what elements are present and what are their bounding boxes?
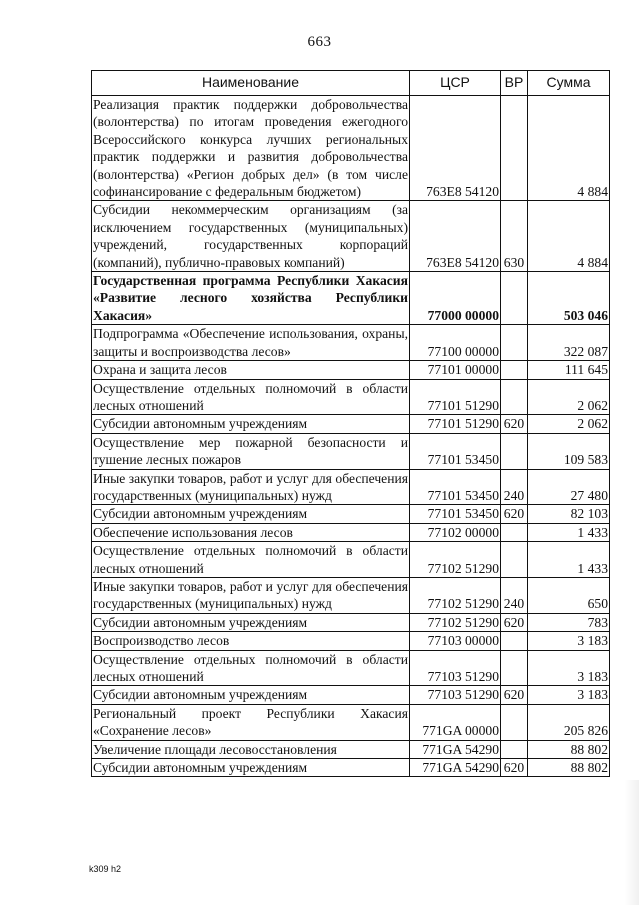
row-csr: 77000 00000 — [410, 272, 501, 325]
row-csr: 771GA 54290 — [410, 759, 501, 777]
row-sum: 2 062 — [528, 379, 610, 415]
scan-edge-shadow — [624, 780, 639, 905]
row-sum: 322 087 — [528, 325, 610, 361]
row-sum: 88 802 — [528, 759, 610, 777]
row-sum: 3 183 — [528, 686, 610, 704]
row-name: Охрана и защита лесов — [92, 361, 410, 379]
row-name: Субсидии некоммерческим организациям (за исключением государственных (муниципальных) учреждений, государственных корпораций (компаний), публично-правовых компаний) — [93, 202, 408, 270]
row-name: Иные закупки товаров, работ и услуг для обеспечения государственных (муниципальных) нужд — [93, 578, 408, 612]
row-csr: 77101 53450 — [410, 433, 501, 469]
row-name: Субсидии автономным учреждениям — [92, 415, 410, 433]
page-number: 663 — [307, 34, 332, 50]
table-row — [92, 325, 610, 361]
row-sum: 2 062 — [528, 415, 610, 433]
header-vr: ВР — [501, 71, 528, 96]
row-sum: 783 — [528, 613, 610, 631]
table-row — [92, 577, 610, 613]
table-row — [92, 632, 610, 650]
table-row — [92, 379, 610, 415]
header-name: Наименование — [92, 71, 410, 96]
row-csr: 77103 00000 — [410, 632, 501, 650]
row-name: Региональный проект Республики Хакасия «Сохранение лесов» — [93, 705, 408, 739]
row-vr: 620 — [501, 613, 528, 631]
row-name: Субсидии автономным учреждениям — [92, 505, 410, 523]
row-sum: 109 583 — [528, 433, 610, 469]
row-name: Иные закупки товаров, работ и услуг для обеспечения государственных (муниципальных) нужд — [93, 470, 408, 503]
row-vr — [501, 325, 528, 361]
row-name: Осуществление мер пожарной безопасности и тушение лесных пожаров — [93, 434, 408, 468]
row-sum: 205 826 — [528, 704, 610, 740]
row-vr: 620 — [501, 505, 528, 523]
row-sum: 88 802 — [528, 740, 610, 758]
row-vr — [501, 361, 528, 379]
row-csr: 763Е8 54120 — [410, 201, 501, 272]
row-sum: 3 183 — [528, 632, 610, 650]
row-vr: 620 — [501, 415, 528, 433]
table-row — [92, 523, 610, 541]
row-name: Осуществление отдельных полномочий в области лесных отношений — [93, 380, 408, 413]
table-row — [92, 613, 610, 631]
row-vr — [501, 704, 528, 740]
row-vr — [501, 650, 528, 686]
row-sum: 4 884 — [528, 201, 610, 272]
table-row — [92, 505, 610, 523]
row-csr: 77102 00000 — [410, 523, 501, 541]
header-row — [92, 71, 610, 96]
row-sum: 503 046 — [528, 272, 610, 325]
row-sum: 111 645 — [528, 361, 610, 379]
row-csr: 763Е8 54120 — [410, 96, 501, 201]
row-csr: 77103 51290 — [410, 686, 501, 704]
table-row — [92, 96, 610, 201]
row-vr — [501, 542, 528, 578]
table-row — [92, 361, 610, 379]
row-vr: 240 — [501, 469, 528, 505]
table-row — [92, 433, 610, 469]
row-csr: 77101 53450 — [410, 505, 501, 523]
row-vr — [501, 96, 528, 201]
row-vr — [501, 523, 528, 541]
table-row — [92, 415, 610, 433]
row-name: Подпрограмма «Обеспечение использования, охраны, защиты и воспроизводства лесов» — [93, 326, 408, 359]
row-name: Обеспечение использования лесов — [92, 523, 410, 541]
row-vr — [501, 632, 528, 650]
row-sum: 1 433 — [528, 523, 610, 541]
row-csr: 77100 00000 — [410, 325, 501, 361]
row-name: Субсидии автономным учреждениям — [92, 686, 410, 704]
table-row — [92, 650, 610, 686]
table-row — [92, 740, 610, 758]
row-name: Реализация практик поддержки добровольчества (волонтерства) по итогам проведения ежегодного Всероссийского конкурса лучших региональных практик поддержки и развития добровольчества (волонтерства) «Регион добрых дел» (в том числе софинансирование с федеральным бюджетом) — [93, 97, 408, 200]
row-vr — [501, 379, 528, 415]
table-row — [92, 201, 610, 272]
row-csr: 77102 51290 — [410, 542, 501, 578]
table-row — [92, 542, 610, 578]
footer-code: k309 h2 — [89, 864, 122, 874]
row-vr: 620 — [501, 686, 528, 704]
row-name: Субсидии автономным учреждениям — [92, 759, 410, 777]
row-name: Государственная программа Республики Хакасия «Развитие лесного хозяйства Республики Хакасия» — [93, 273, 408, 323]
row-csr: 771GA 00000 — [410, 704, 501, 740]
row-csr: 771GA 54290 — [410, 740, 501, 758]
row-sum: 82 103 — [528, 505, 610, 523]
row-csr: 77103 51290 — [410, 650, 501, 686]
table-row — [92, 469, 610, 505]
row-name: Осуществление отдельных полномочий в области лесных отношений — [93, 543, 408, 576]
row-csr: 77102 51290 — [410, 613, 501, 631]
table-row — [92, 759, 610, 777]
row-sum: 4 884 — [528, 96, 610, 201]
row-sum: 3 183 — [528, 650, 610, 686]
row-vr: 630 — [501, 201, 528, 272]
row-csr: 77102 51290 — [410, 577, 501, 613]
row-vr — [501, 433, 528, 469]
row-csr: 77101 00000 — [410, 361, 501, 379]
row-vr — [501, 740, 528, 758]
row-sum: 1 433 — [528, 542, 610, 578]
row-csr: 77101 53450 — [410, 469, 501, 505]
row-vr: 240 — [501, 577, 528, 613]
row-csr: 77101 51290 — [410, 415, 501, 433]
row-name: Субсидии автономным учреждениям — [92, 613, 410, 631]
table-row — [92, 272, 610, 325]
row-sum: 650 — [528, 577, 610, 613]
row-csr: 77101 51290 — [410, 379, 501, 415]
budget-table — [91, 70, 610, 777]
row-name: Осуществление отдельных полномочий в области лесных отношений — [93, 651, 408, 684]
table-row — [92, 686, 610, 704]
row-sum: 27 480 — [528, 469, 610, 505]
row-name: Увеличение площади лесовосстановления — [92, 740, 410, 758]
row-vr: 620 — [501, 759, 528, 777]
header-sum: Сумма — [528, 71, 610, 96]
row-vr — [501, 272, 528, 325]
table-row — [92, 704, 610, 740]
row-name: Воспроизводство лесов — [92, 632, 410, 650]
header-csr: ЦСР — [410, 71, 501, 96]
